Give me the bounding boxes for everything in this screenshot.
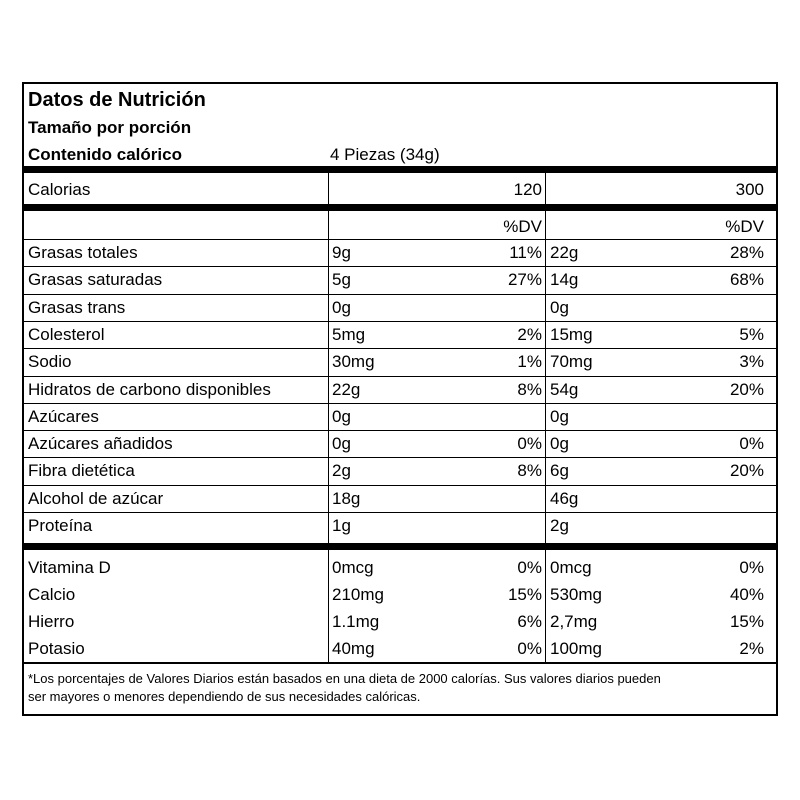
panel-title: Datos de Nutrición [28,89,206,111]
calorie-content-label: Contenido calórico [28,145,182,164]
nutrient-name: Azúcares [28,406,99,426]
vitamin-dv-2: 40% [729,585,764,604]
footnote-divider [22,662,778,664]
nutrient-dv-2: 68% [729,270,764,290]
vitamin-name: Potasio [28,639,85,658]
nutrient-dv-1: 0% [517,434,542,454]
nutrient-amount-2: 14g [550,270,579,290]
nutrient-dv-2: 20% [729,379,764,399]
nutrient-amount-2: 46g [550,488,579,508]
nutrient-amount-1: 5g [332,270,351,290]
nutrient-name: Grasas totales [28,243,138,262]
column-divider [328,211,329,543]
vitamin-amount-2: 530mg [550,585,602,604]
row-divider [22,294,778,295]
nutrient-dv-1: 1% [517,352,542,372]
dv-header-2: %DV [725,217,764,236]
vitamin-amount-2: 2,7mg [550,612,598,631]
nutrient-name: Grasas trans [28,297,126,317]
nutrient-dv-1: 27% [507,270,542,290]
nutrient-name: Fibra dietética [28,461,135,481]
vitamin-amount-1: 1.1mg [332,612,380,631]
nutrient-amount-2: 54g [550,379,579,399]
vitamin-amount-1: 0mcg [332,558,374,577]
nutrient-amount-1: 1g [332,516,351,535]
nutrient-name: Sodio [28,352,72,372]
vitamin-dv-2: 2% [739,639,764,658]
row-divider [22,403,778,404]
row-divider [22,239,778,240]
nutrient-amount-1: 18g [332,488,361,508]
vitamin-dv-1: 15% [507,585,542,604]
nutrient-amount-2: 70mg [550,352,593,372]
dv-header-1: %DV [503,217,542,236]
vitamin-dv-1: 6% [517,612,542,631]
row-divider [22,321,778,322]
nutrient-amount-2: 0g [550,297,569,317]
nutrient-amount-2: 15mg [550,324,593,344]
nutrient-dv-2: 5% [739,324,764,344]
nutrient-dv-1: 8% [517,379,542,399]
nutrient-amount-1: 0g [332,406,351,426]
row-divider [22,348,778,349]
vitamin-dv-1: 0% [517,639,542,658]
nutrient-dv-1: 11% [509,243,542,262]
vitamin-dv-2: 15% [729,612,764,631]
row-divider [22,430,778,431]
nutrient-name: Azúcares añadidos [28,434,173,454]
nutrient-amount-1: 5mg [332,324,366,344]
nutrient-name: Proteína [28,516,93,535]
row-divider [22,485,778,486]
row-divider [22,376,778,377]
nutrient-dv-2: 3% [739,352,764,372]
column-divider [545,550,546,662]
nutrient-name: Hidratos de carbono disponibles [28,379,271,399]
vitamin-dv-2: 0% [739,558,764,577]
vitamin-name: Vitamina D [28,558,111,577]
vitamin-dv-1: 0% [517,558,542,577]
footnote-line-1: *Los porcentajes de Valores Diarios están basados en una dieta de 2000 calorías. Sus valores diarios pueden [28,671,661,686]
nutrient-amount-1: 2g [332,461,351,481]
row-divider [22,266,778,267]
vitamin-amount-2: 0mcg [550,558,592,577]
nutrient-amount-1: 0g [332,434,351,454]
nutrient-amount-1: 30mg [332,352,375,372]
nutrient-amount-1: 0g [332,297,351,317]
serving-size-label: Tamaño por porción [28,118,192,137]
header-thick-divider [22,166,778,173]
calories-label: Calorias [28,180,91,199]
footnote-line-2: ser mayores o menores dependiendo de sus necesidades calóricas. [28,689,421,704]
row-divider [22,457,778,458]
nutrient-amount-2: 0g [550,406,569,426]
column-divider [328,550,329,662]
nutrient-amount-1: 9g [332,243,351,262]
vitamin-name: Hierro [28,612,75,631]
calories-thick-divider [22,204,778,211]
vitamins-thick-divider [22,543,778,550]
nutrient-dv-1: 8% [517,461,542,481]
nutrient-amount-2: 22g [550,243,579,262]
nutrient-name: Colesterol [28,324,105,344]
nutrient-amount-2: 2g [550,516,569,535]
serving-size-value: 4 Piezas (34g) [330,145,440,164]
nutrient-amount-2: 0g [550,434,569,454]
column-divider [545,211,546,543]
nutrient-dv-2: 20% [729,461,764,481]
nutrient-dv-1: 2% [517,324,542,344]
column-divider [328,173,329,204]
calories-value-1: 120 [513,180,542,199]
nutrient-amount-2: 6g [550,461,569,481]
nutrient-amount-1: 22g [332,379,361,399]
nutrient-name: Grasas saturadas [28,270,163,290]
nutrient-dv-2: 0% [739,434,764,454]
vitamin-amount-1: 40mg [332,639,375,658]
nutrient-dv-2: 28% [729,243,764,262]
vitamin-name: Calcio [28,585,76,604]
vitamin-amount-2: 100mg [550,639,602,658]
column-divider [545,173,546,204]
nutrient-name: Alcohol de azúcar [28,488,164,508]
vitamin-amount-1: 210mg [332,585,384,604]
calories-value-2: 300 [735,180,764,199]
row-divider [22,512,778,513]
